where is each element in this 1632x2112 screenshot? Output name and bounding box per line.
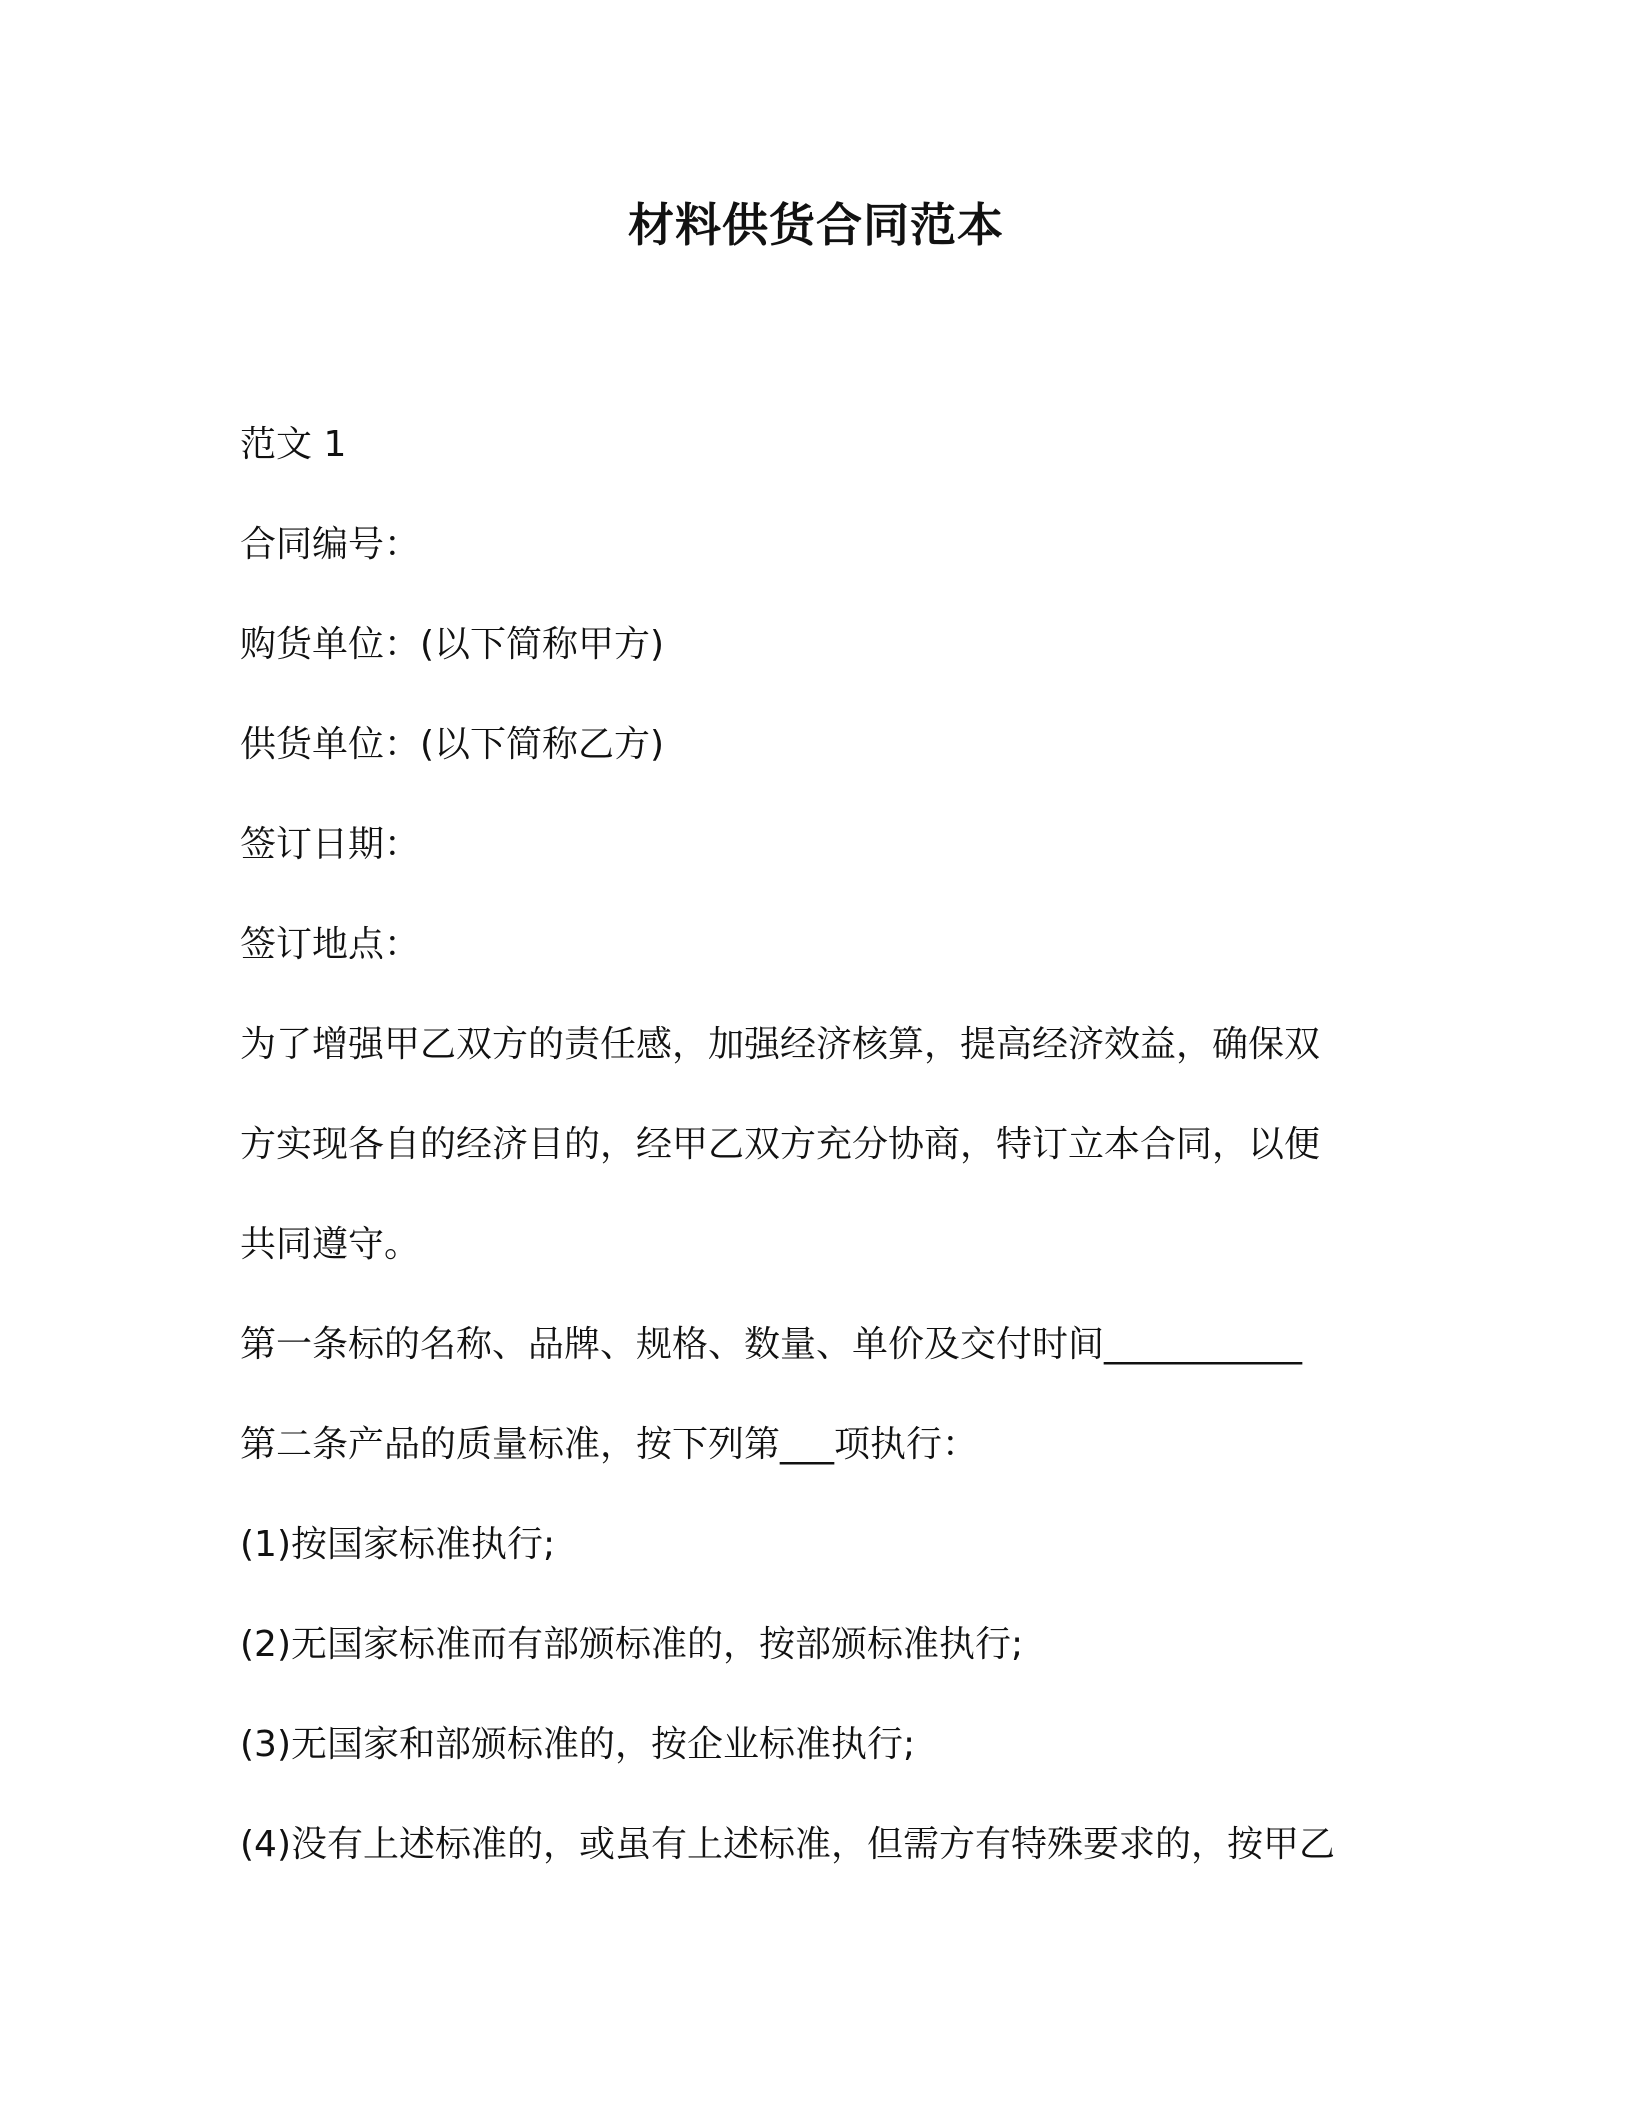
article-2-line: 第二条产品的质量标准，按下列第___项执行： — [240, 1424, 979, 1465]
contract-number-line: 合同编号： — [240, 524, 421, 565]
buyer-line: 购货单位：(以下简称甲方) — [240, 624, 665, 665]
preamble-line-2: 方实现各自的经济目的，经甲乙双方充分协商，特订立本合同，以便 — [240, 1124, 1321, 1165]
signing-date-line: 签订日期： — [240, 824, 421, 865]
sample-heading: 范文 1 — [240, 424, 347, 465]
quality-item-2: (2)无国家标准而有部颁标准的，按部颁标准执行; — [240, 1624, 1024, 1665]
signing-place-line: 签订地点： — [240, 924, 421, 965]
preamble-line-3: 共同遵守。 — [240, 1224, 421, 1265]
supplier-line: 供货单位：(以下简称乙方) — [240, 724, 665, 765]
quality-item-3: (3)无国家和部颁标准的，按企业标准执行; — [240, 1724, 916, 1765]
preamble-line-1: 为了增强甲乙双方的责任感，加强经济核算，提高经济效益，确保双 — [240, 1024, 1321, 1065]
quality-item-4: (4)没有上述标准的，或虽有上述标准，但需方有特殊要求的，按甲乙 — [240, 1824, 1335, 1865]
document-title: 材料供货合同范本 — [628, 198, 1004, 252]
article-1-line: 第一条标的名称、品牌、规格、数量、单价及交付时间___________ — [240, 1324, 1303, 1365]
quality-item-1: (1)按国家标准执行; — [240, 1524, 556, 1565]
